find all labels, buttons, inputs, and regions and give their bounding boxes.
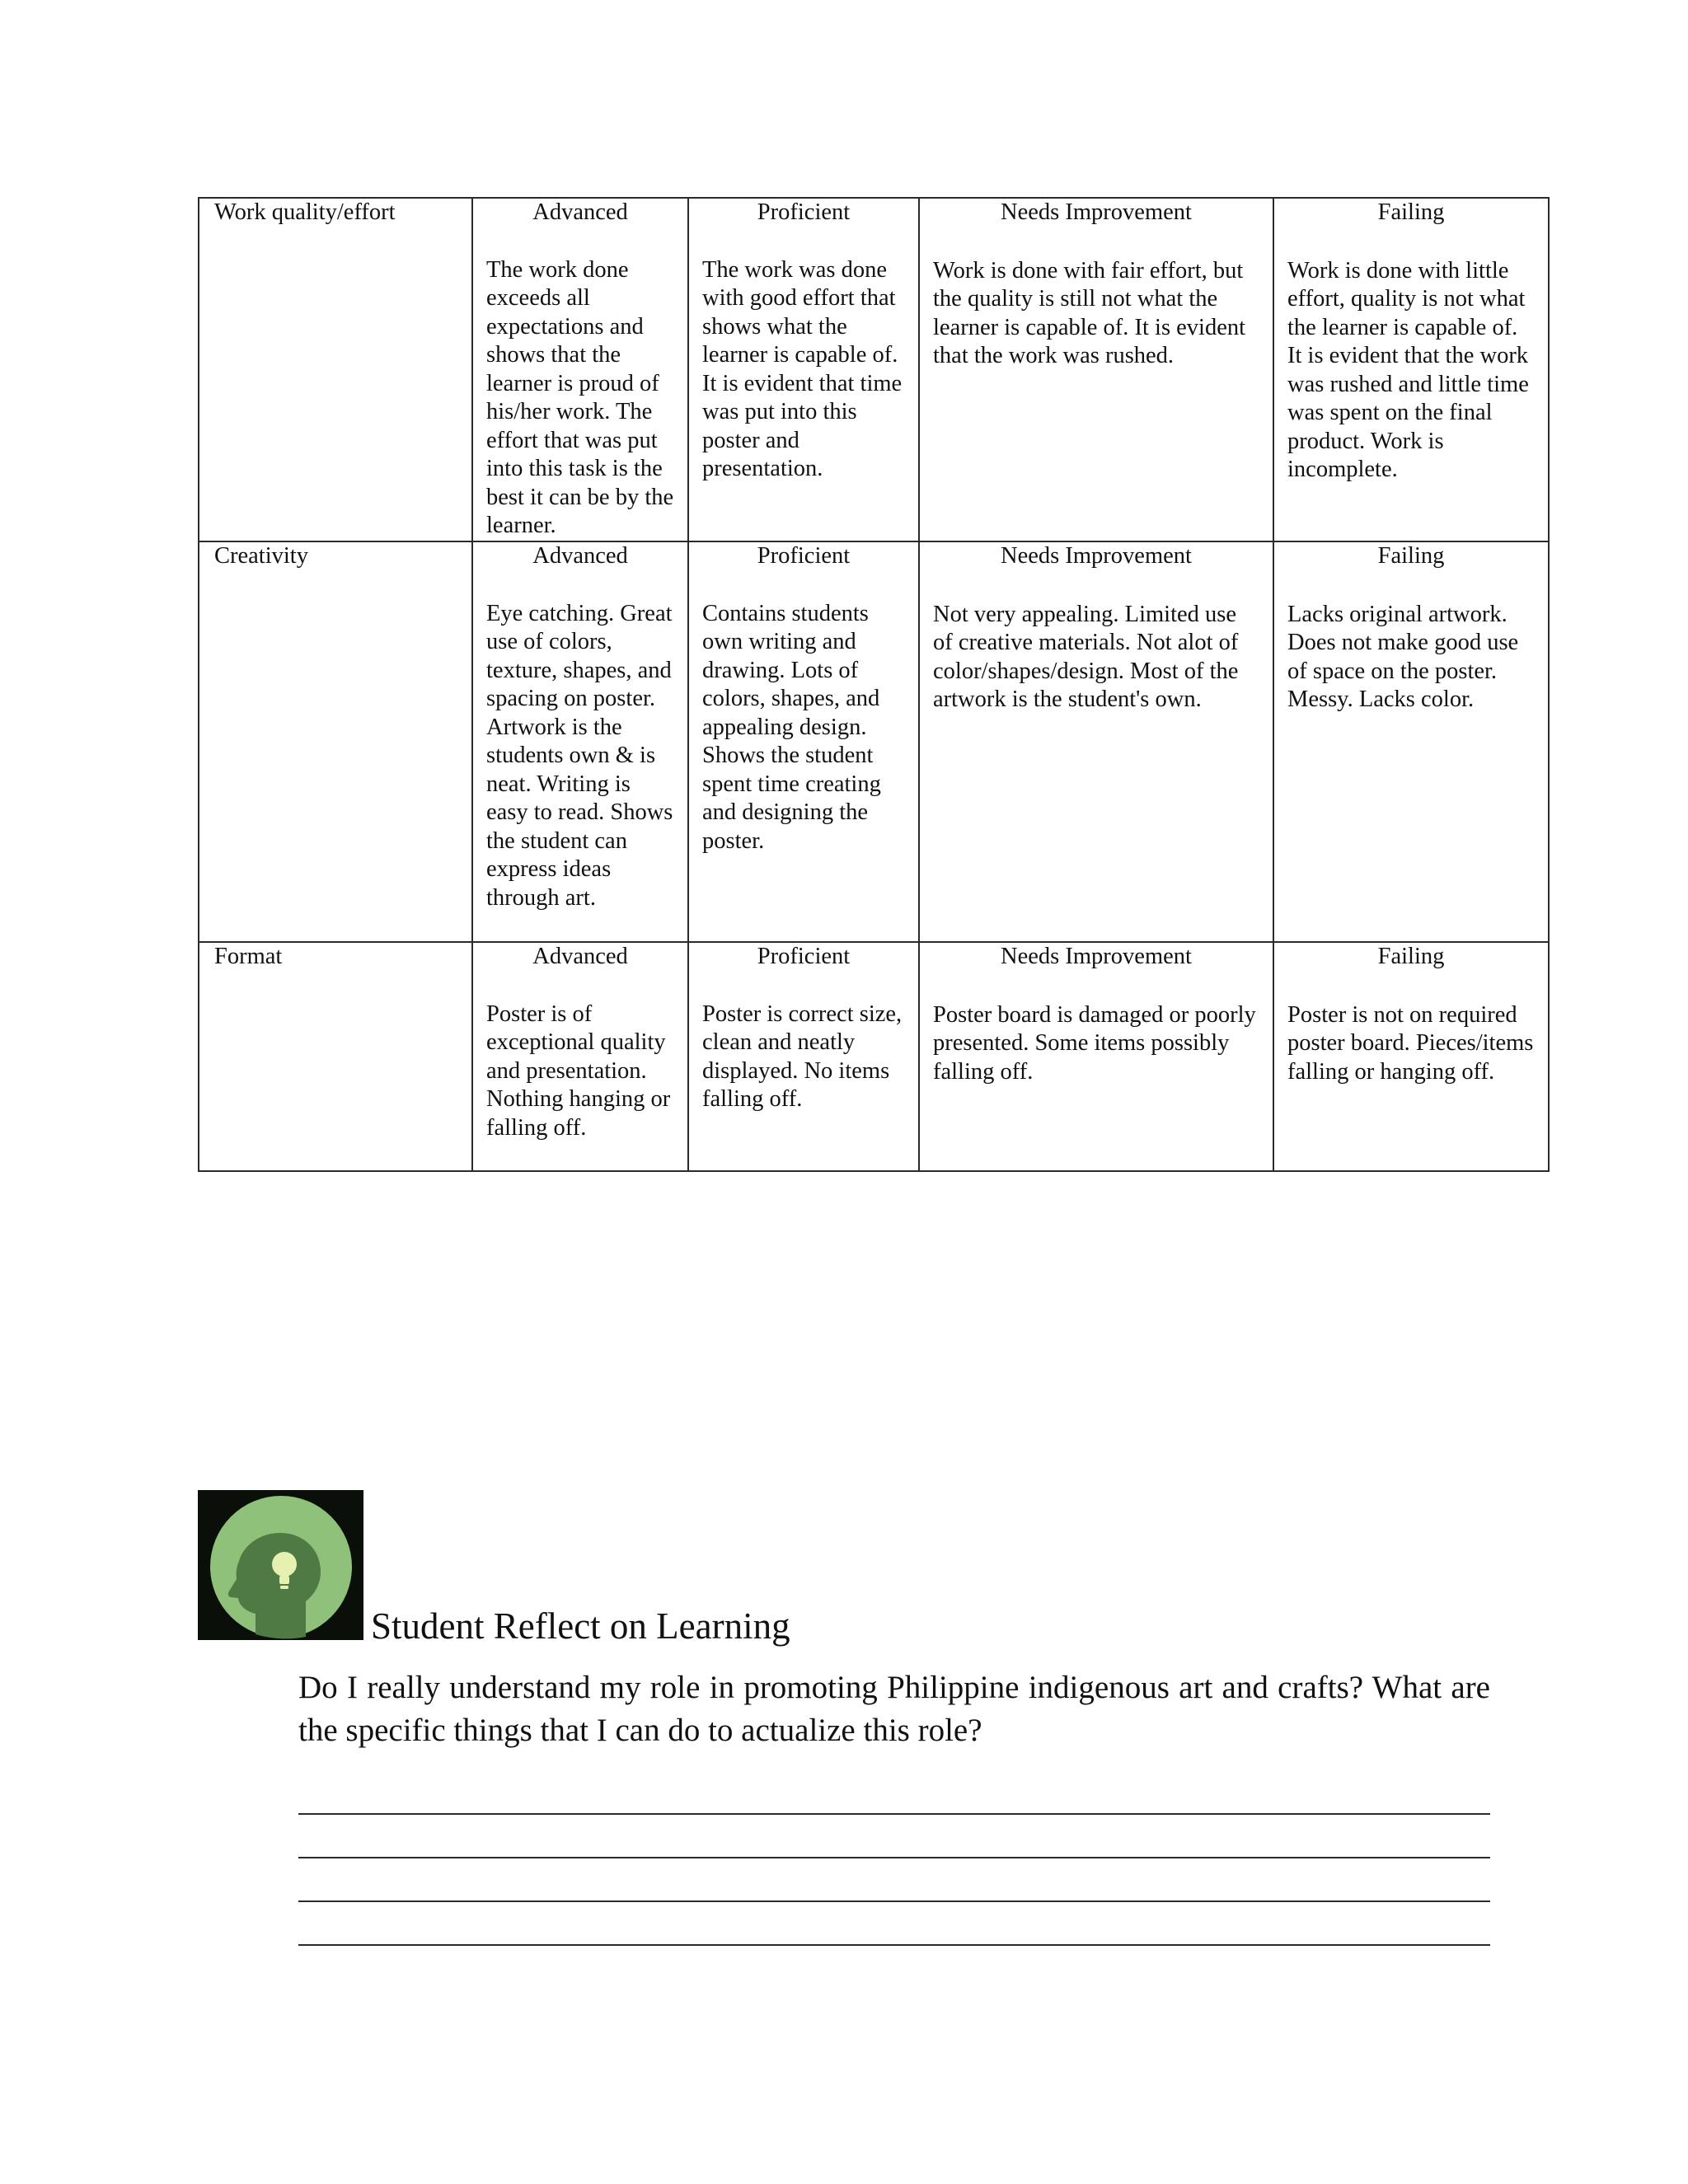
level-cell-failing [1273,541,1549,942]
level-cell-needs-improvement [919,942,1273,1171]
level-title: Needs Improvement [1001,543,1192,569]
level-description: Poster is of exceptional quality and presentation. Nothing hanging or falling off. [486,1001,671,1141]
level-title: Advanced [532,944,628,969]
level-description: Poster is not on required poster board. Pieces/items falling or hanging off. [1287,1001,1534,1085]
reflection-prompt: Do I really understand my role in promoting Philippine indigenous art and crafts? What are the specific things that I can do to actualize this role? [298,1670,1490,1748]
level-description: Contains students own writing and drawing. Lots of colors, shapes, and appealing design. Shows the student spent time creating and designing the poster. [702,600,881,854]
level-description: Work is done with fair effort, but the quality is still not what the learner is capable of. It is evident that the work was rushed. [933,257,1246,368]
answer-line[interactable] [298,1900,1490,1902]
level-title: Advanced [532,543,628,569]
answer-line[interactable] [298,1857,1490,1858]
level-cell-needs-improvement [919,198,1273,541]
reflection-header [198,1490,1352,1647]
level-title: Failing [1377,199,1445,225]
level-cell-proficient [688,942,919,1171]
answer-line[interactable] [298,1813,1490,1815]
level-cell-failing [1273,198,1549,541]
level-title: Proficient [757,199,851,225]
level-cell-advanced [472,198,688,541]
rubric-row-creativity [199,541,1549,942]
level-title: Needs Improvement [1001,944,1192,969]
head-lightbulb-icon [198,1490,363,1640]
level-description: Work is done with little effort, quality is not what the learner is capable of. It is evident that the work was rushed and little time was spent on the final product. Work is incomplete. [1287,257,1529,482]
answer-line[interactable] [298,1944,1490,1946]
level-title: Needs Improvement [1001,199,1192,225]
level-cell-needs-improvement [919,541,1273,942]
level-description: Eye catching. Great use of colors, texture, shapes, and spacing on poster. Artwork is the students own & is neat. Writing is easy to read. Shows the student can express ideas through art. [486,600,673,911]
level-description: Poster is correct size, clean and neatly displayed. No items falling off. [702,1001,903,1112]
criterion-label: Work quality/effort [214,199,396,225]
level-title: Proficient [757,944,851,969]
criterion-cell [199,942,472,1171]
criterion-label: Creativity [214,543,308,569]
reflection-title: Student Reflect on Learning [371,1605,790,1647]
level-title: Proficient [757,543,851,569]
criterion-cell [199,198,472,541]
criterion-cell [199,541,472,942]
level-cell-failing [1273,942,1549,1171]
level-title: Failing [1377,944,1445,969]
level-title: Failing [1377,543,1445,569]
level-description: Poster board is damaged or poorly presented. Some items possibly falling off. [933,1001,1256,1085]
criterion-label: Format [214,944,283,969]
rubric-row-work-quality [199,198,1549,541]
rubric-row-format [199,942,1549,1171]
level-cell-proficient [688,541,919,942]
rubric-table [198,197,1550,1172]
level-cell-advanced [472,541,688,942]
level-description: The work done exceeds all expectations and shows that the learner is proud of his/her work. The effort that was put into this task is the best it can be by the learner. [486,256,674,538]
level-description: Lacks original artwork. Does not make good use of space on the poster. Messy. Lacks color. [1287,601,1519,712]
level-description: Not very appealing. Limited use of creative materials. Not alot of color/shapes/design. Most of the artwork is the student's own. [933,601,1239,712]
level-title: Advanced [532,199,628,225]
level-cell-proficient [688,198,919,541]
level-description: The work was done with good effort that shows what the learner is capable of. It is evident that time was put into this poster and presentation. [702,256,903,481]
level-cell-advanced [472,942,688,1171]
